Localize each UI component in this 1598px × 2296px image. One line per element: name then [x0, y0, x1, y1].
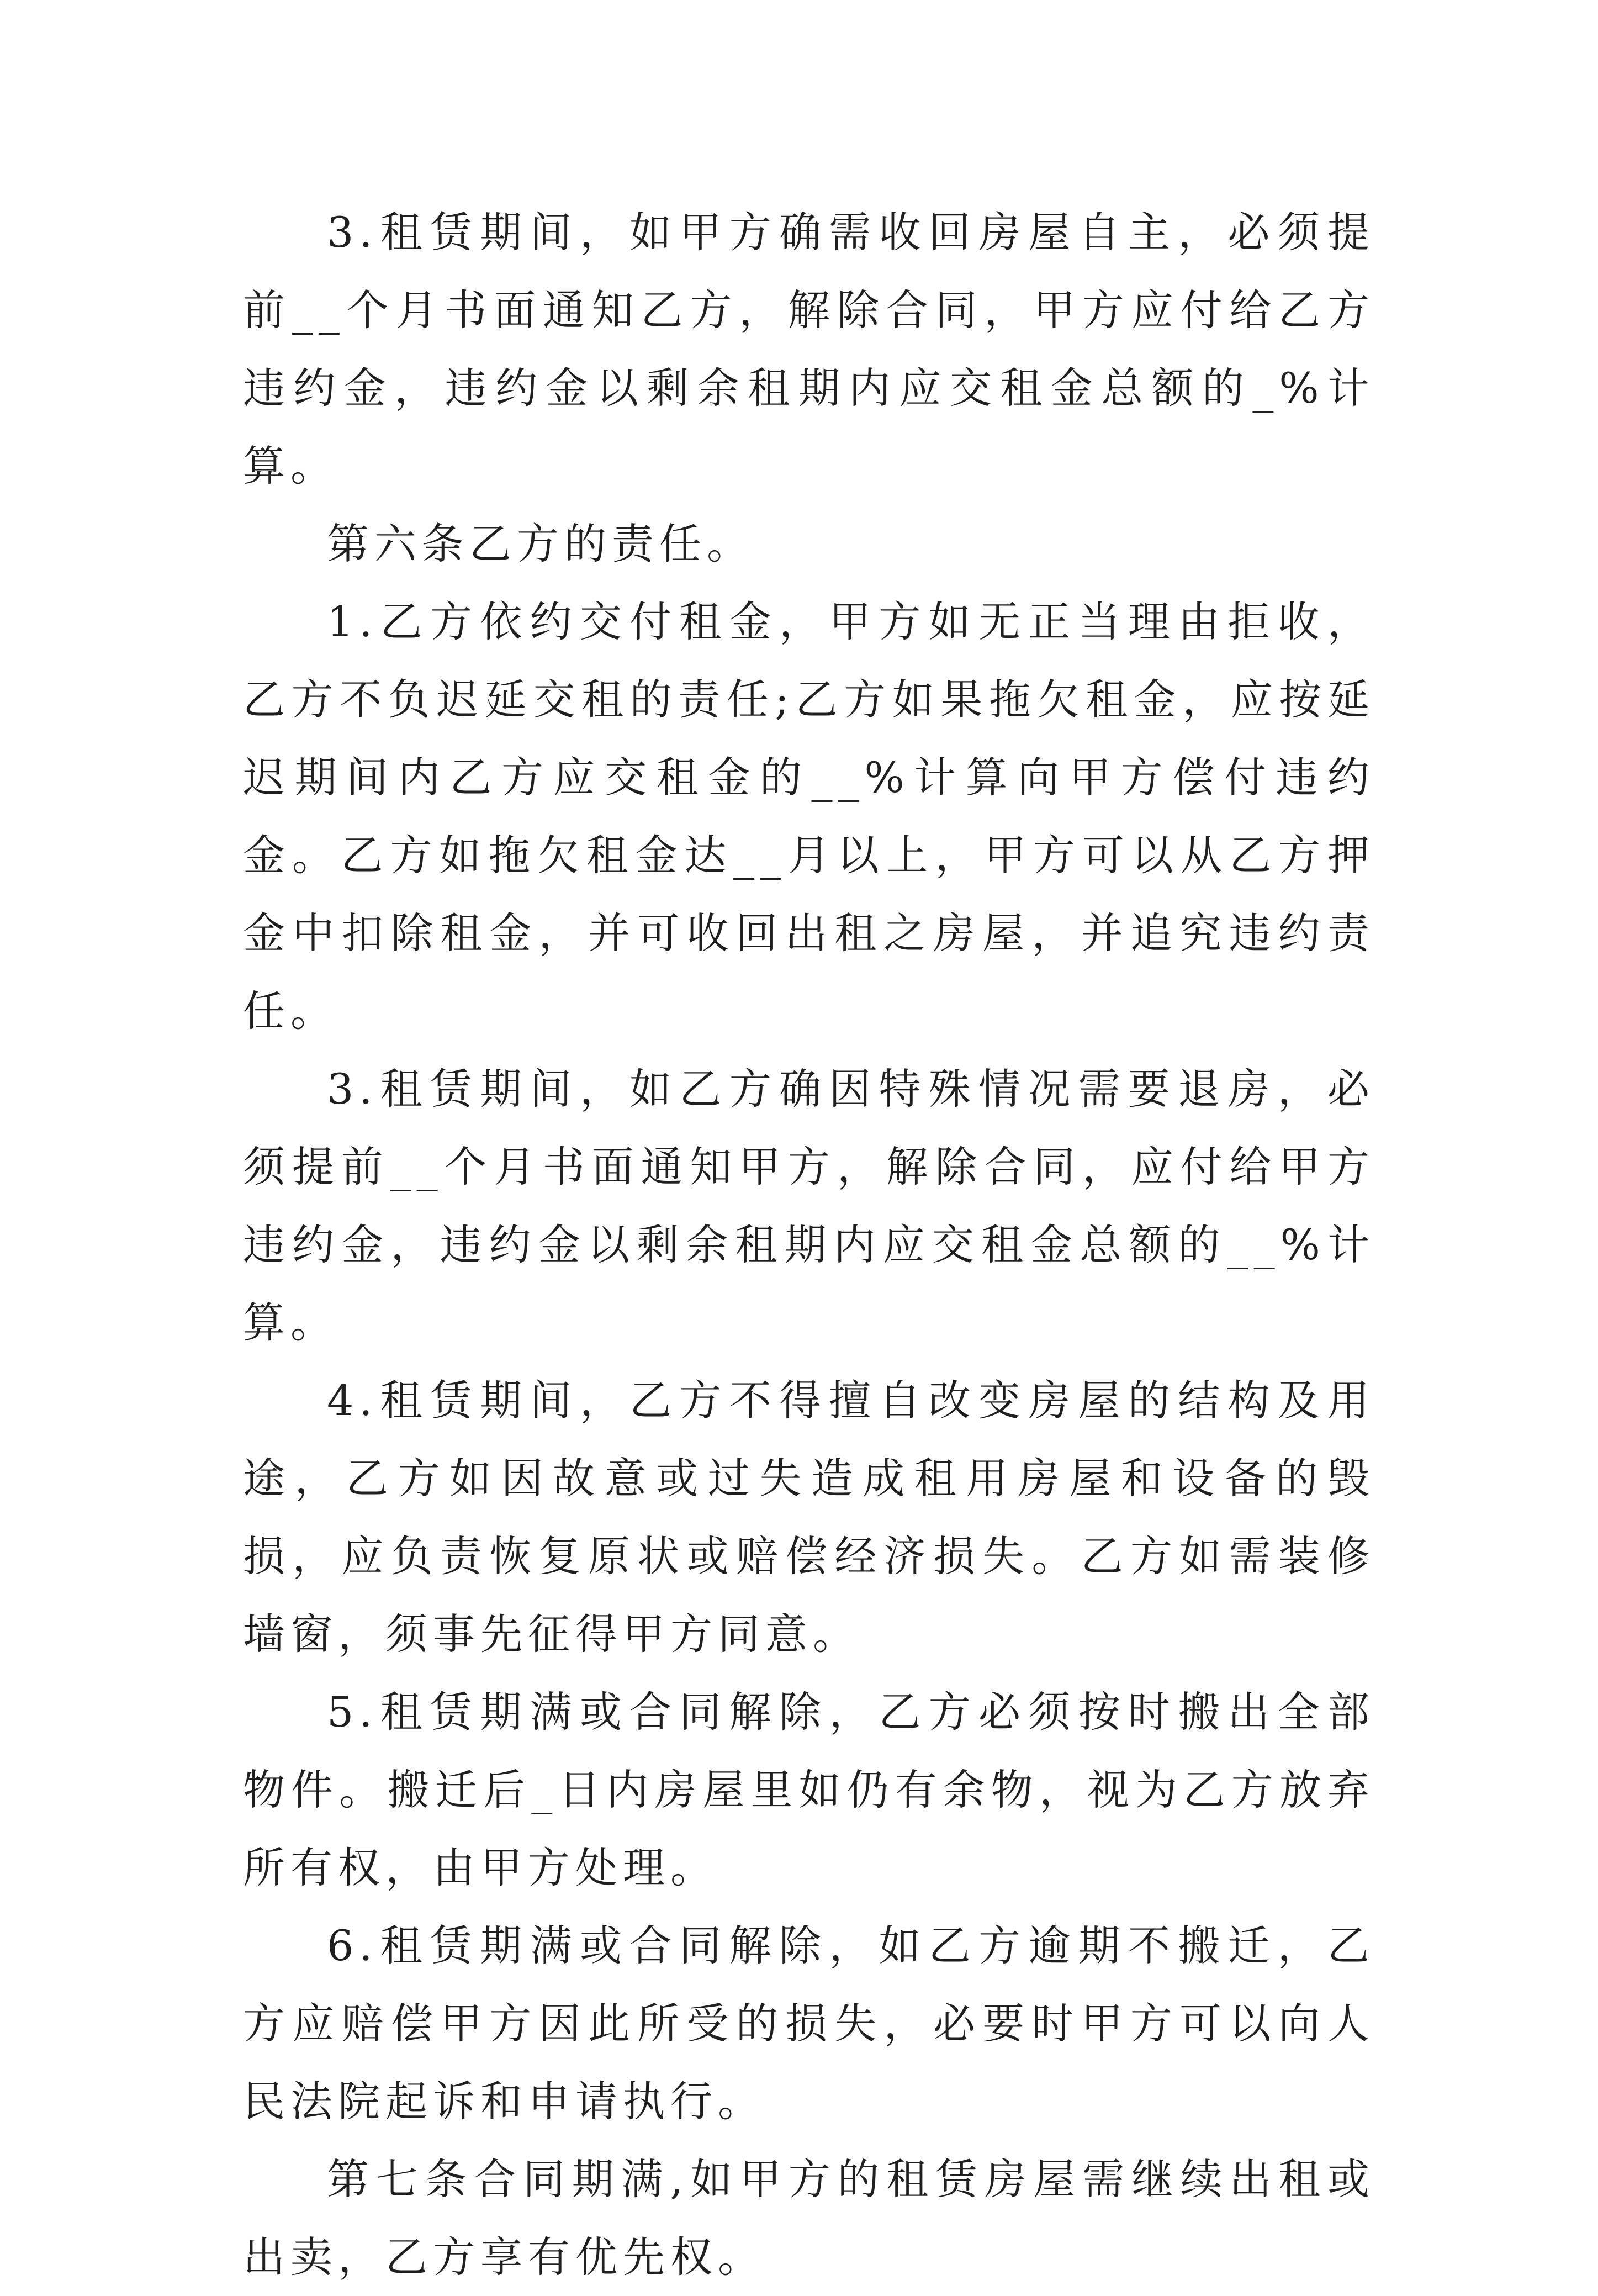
paragraph-clause-3-tenant-termination: 3.租赁期间，如乙方确因特殊情况需要退房，必须提前__个月书面通知甲方，解除合同，应付给甲方违约金，违约金以剩余租期内应交租金总额的__%计算。: [243, 1064, 1375, 1347]
paragraph-article-6-heading: 第六条乙方的责任。: [327, 519, 754, 568]
paragraph-clause-6-overdue-move: 6.租赁期满或合同解除，如乙方逾期不搬迁，乙方应赔偿甲方因此所受的损失，必要时甲方可以向人民法院起诉和申请执行。: [243, 1921, 1375, 2126]
paragraph-clause-1-rent-payment: 1.乙方依约交付租金，甲方如无正当理由拒收，乙方不负迟延交租的责任;乙方如果拖欠租金，应按延迟期间内乙方应交租金的__%计算向甲方偿付违约金。乙方如拖欠租金达__月以上，甲方可以从乙方押金中扣除租金，并可收回出租之房屋，并追究违约责任。: [243, 597, 1375, 1036]
paragraph-clause-4-structure-use: 4.租赁期间，乙方不得擅自改变房屋的结构及用途，乙方如因故意或过失造成租用房屋和设备的毁损，应负责恢复原状或赔偿经济损失。乙方如需装修墙窗，须事先征得甲方同意。: [243, 1376, 1375, 1659]
paragraph-article-7-priority: 第七条合同期满,如甲方的租赁房屋需继续出租或出卖，乙方享有优先权。: [243, 2155, 1375, 2282]
paragraph-clause-3-landlord-termination: 3.租赁期间，如甲方确需收回房屋自主，必须提前__个月书面通知乙方，解除合同，甲方应付给乙方违约金，违约金以剩余租期内应交租金总额的_%计算。: [243, 208, 1375, 490]
document-body: [243, 193, 1375, 2296]
paragraph-clause-5-move-out: 5.租赁期满或合同解除，乙方必须按时搬出全部物件。搬迁后_日内房屋里如仍有余物，视为乙方放弃所有权，由甲方处理。: [243, 1687, 1375, 1892]
